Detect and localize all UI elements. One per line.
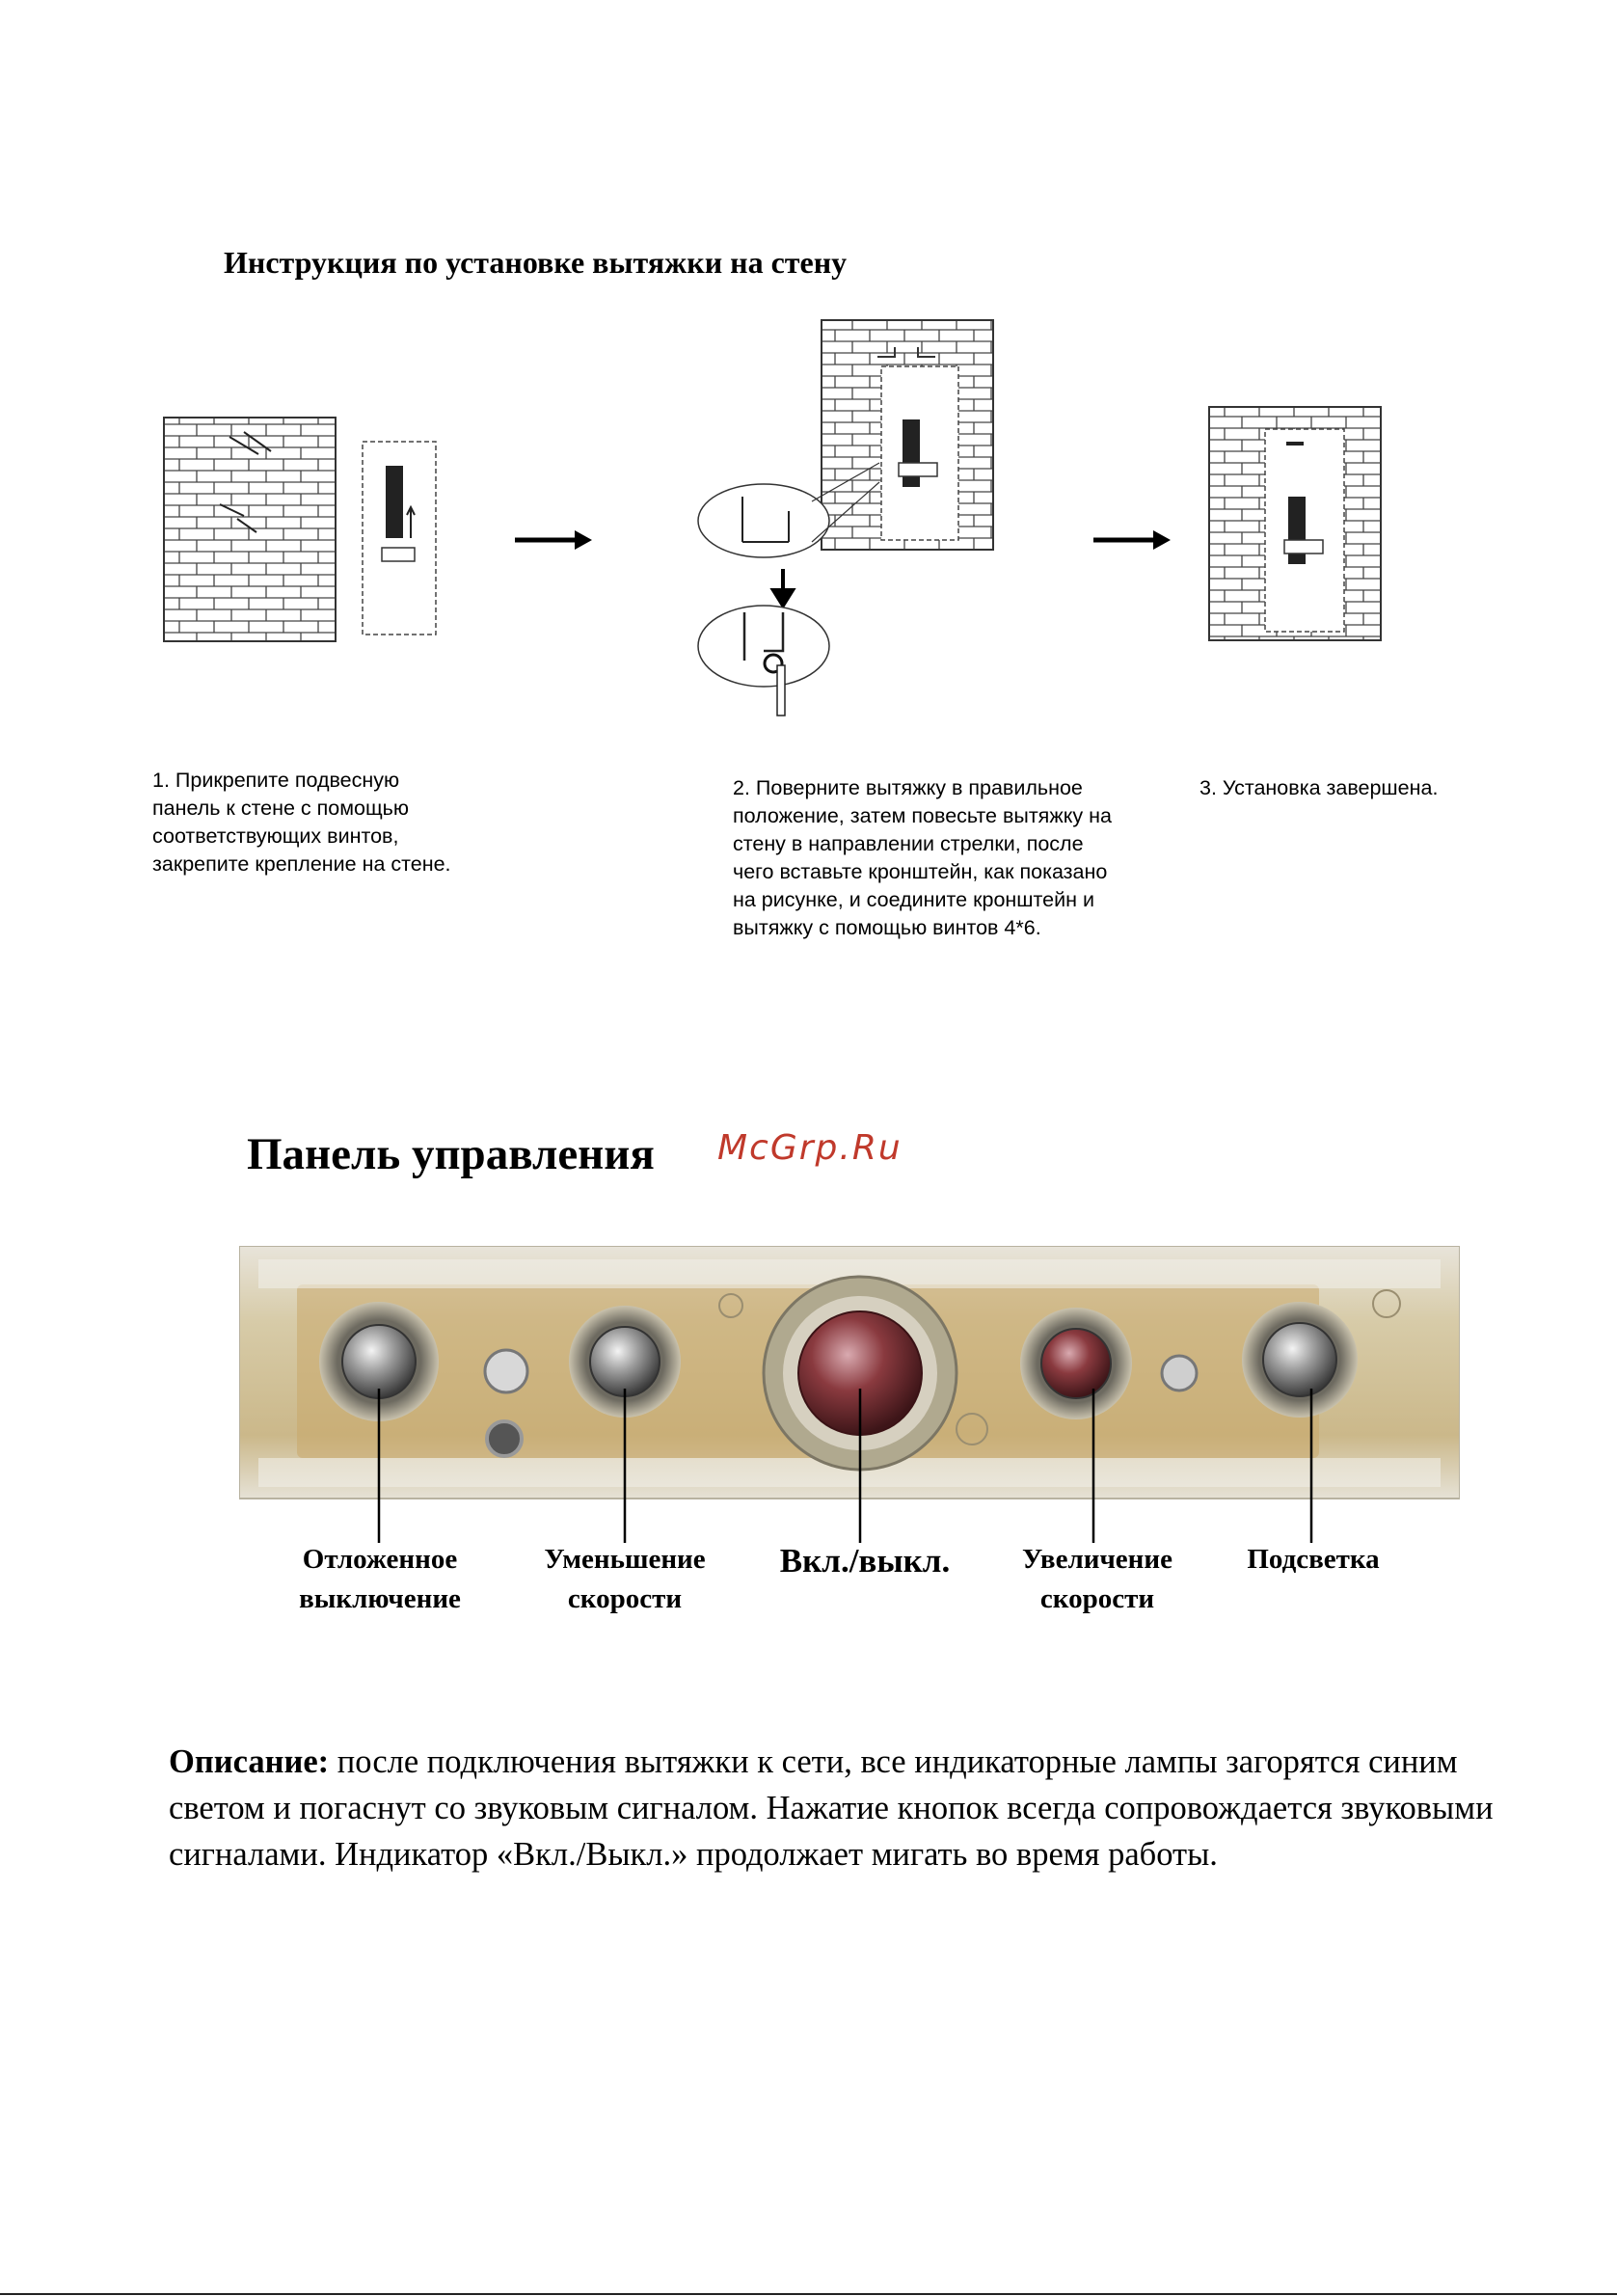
label-timer: Отложенное выключение bbox=[299, 1544, 461, 1614]
install-step-3: 3. Установка завершена. bbox=[1199, 776, 1439, 799]
label-light: Подсветка bbox=[1247, 1544, 1380, 1575]
label-speed-up: Увеличение скорости bbox=[1022, 1544, 1172, 1614]
install-title: Инструкция по установке вытяжки на стену bbox=[224, 245, 848, 280]
step3-illustration bbox=[1207, 405, 1385, 644]
bottom-rule bbox=[0, 2293, 1617, 2295]
brick-wall bbox=[164, 418, 336, 641]
label-speed-down: Уменьшение скорости bbox=[544, 1544, 706, 1614]
description-lead: Описание: bbox=[169, 1743, 330, 1780]
label-pointers bbox=[239, 1389, 1460, 1553]
led-indicator bbox=[485, 1350, 527, 1392]
detail-callout bbox=[698, 484, 829, 557]
arrow-down-icon bbox=[773, 569, 793, 606]
screwdriver-icon bbox=[777, 665, 785, 716]
description bbox=[169, 1739, 1499, 1877]
install-step-2: 2. Поверните вытяжку в правильное положение, затем повесьте вытяжку на стену в направлении стрелки, после чего вставьте кронштейн, как показано на рисунке, и соедините кронштейн и вытяжку с помощью винтов 4*6. bbox=[733, 776, 1112, 939]
description-text: после подключения вытяжки к сети, все индикаторные лампы загорятся синим светом и погаснут со звуковым сигналом. Нажатие кнопок всегда сопровождается звуковыми сигналами. Индикатор «Вкл./Выкл.» продолжает мигать во время работы. bbox=[169, 1743, 1494, 1873]
arrow-right-icon bbox=[1093, 528, 1171, 552]
led-indicator bbox=[1162, 1356, 1197, 1391]
bracket-callout bbox=[698, 606, 829, 687]
label-power: Вкл./выкл. bbox=[779, 1542, 951, 1580]
step2-illustration bbox=[696, 318, 1005, 723]
watermark: McGrp.Ru bbox=[717, 1128, 903, 1168]
arrow-right-icon bbox=[515, 528, 592, 552]
panel-title: Панель управления bbox=[247, 1129, 655, 1179]
step1-illustration bbox=[162, 413, 451, 644]
install-step-1: 1. Прикрепите подвесную панель к стене с помощью соответствующих винтов, закрепите крепление на стене. bbox=[152, 769, 451, 876]
